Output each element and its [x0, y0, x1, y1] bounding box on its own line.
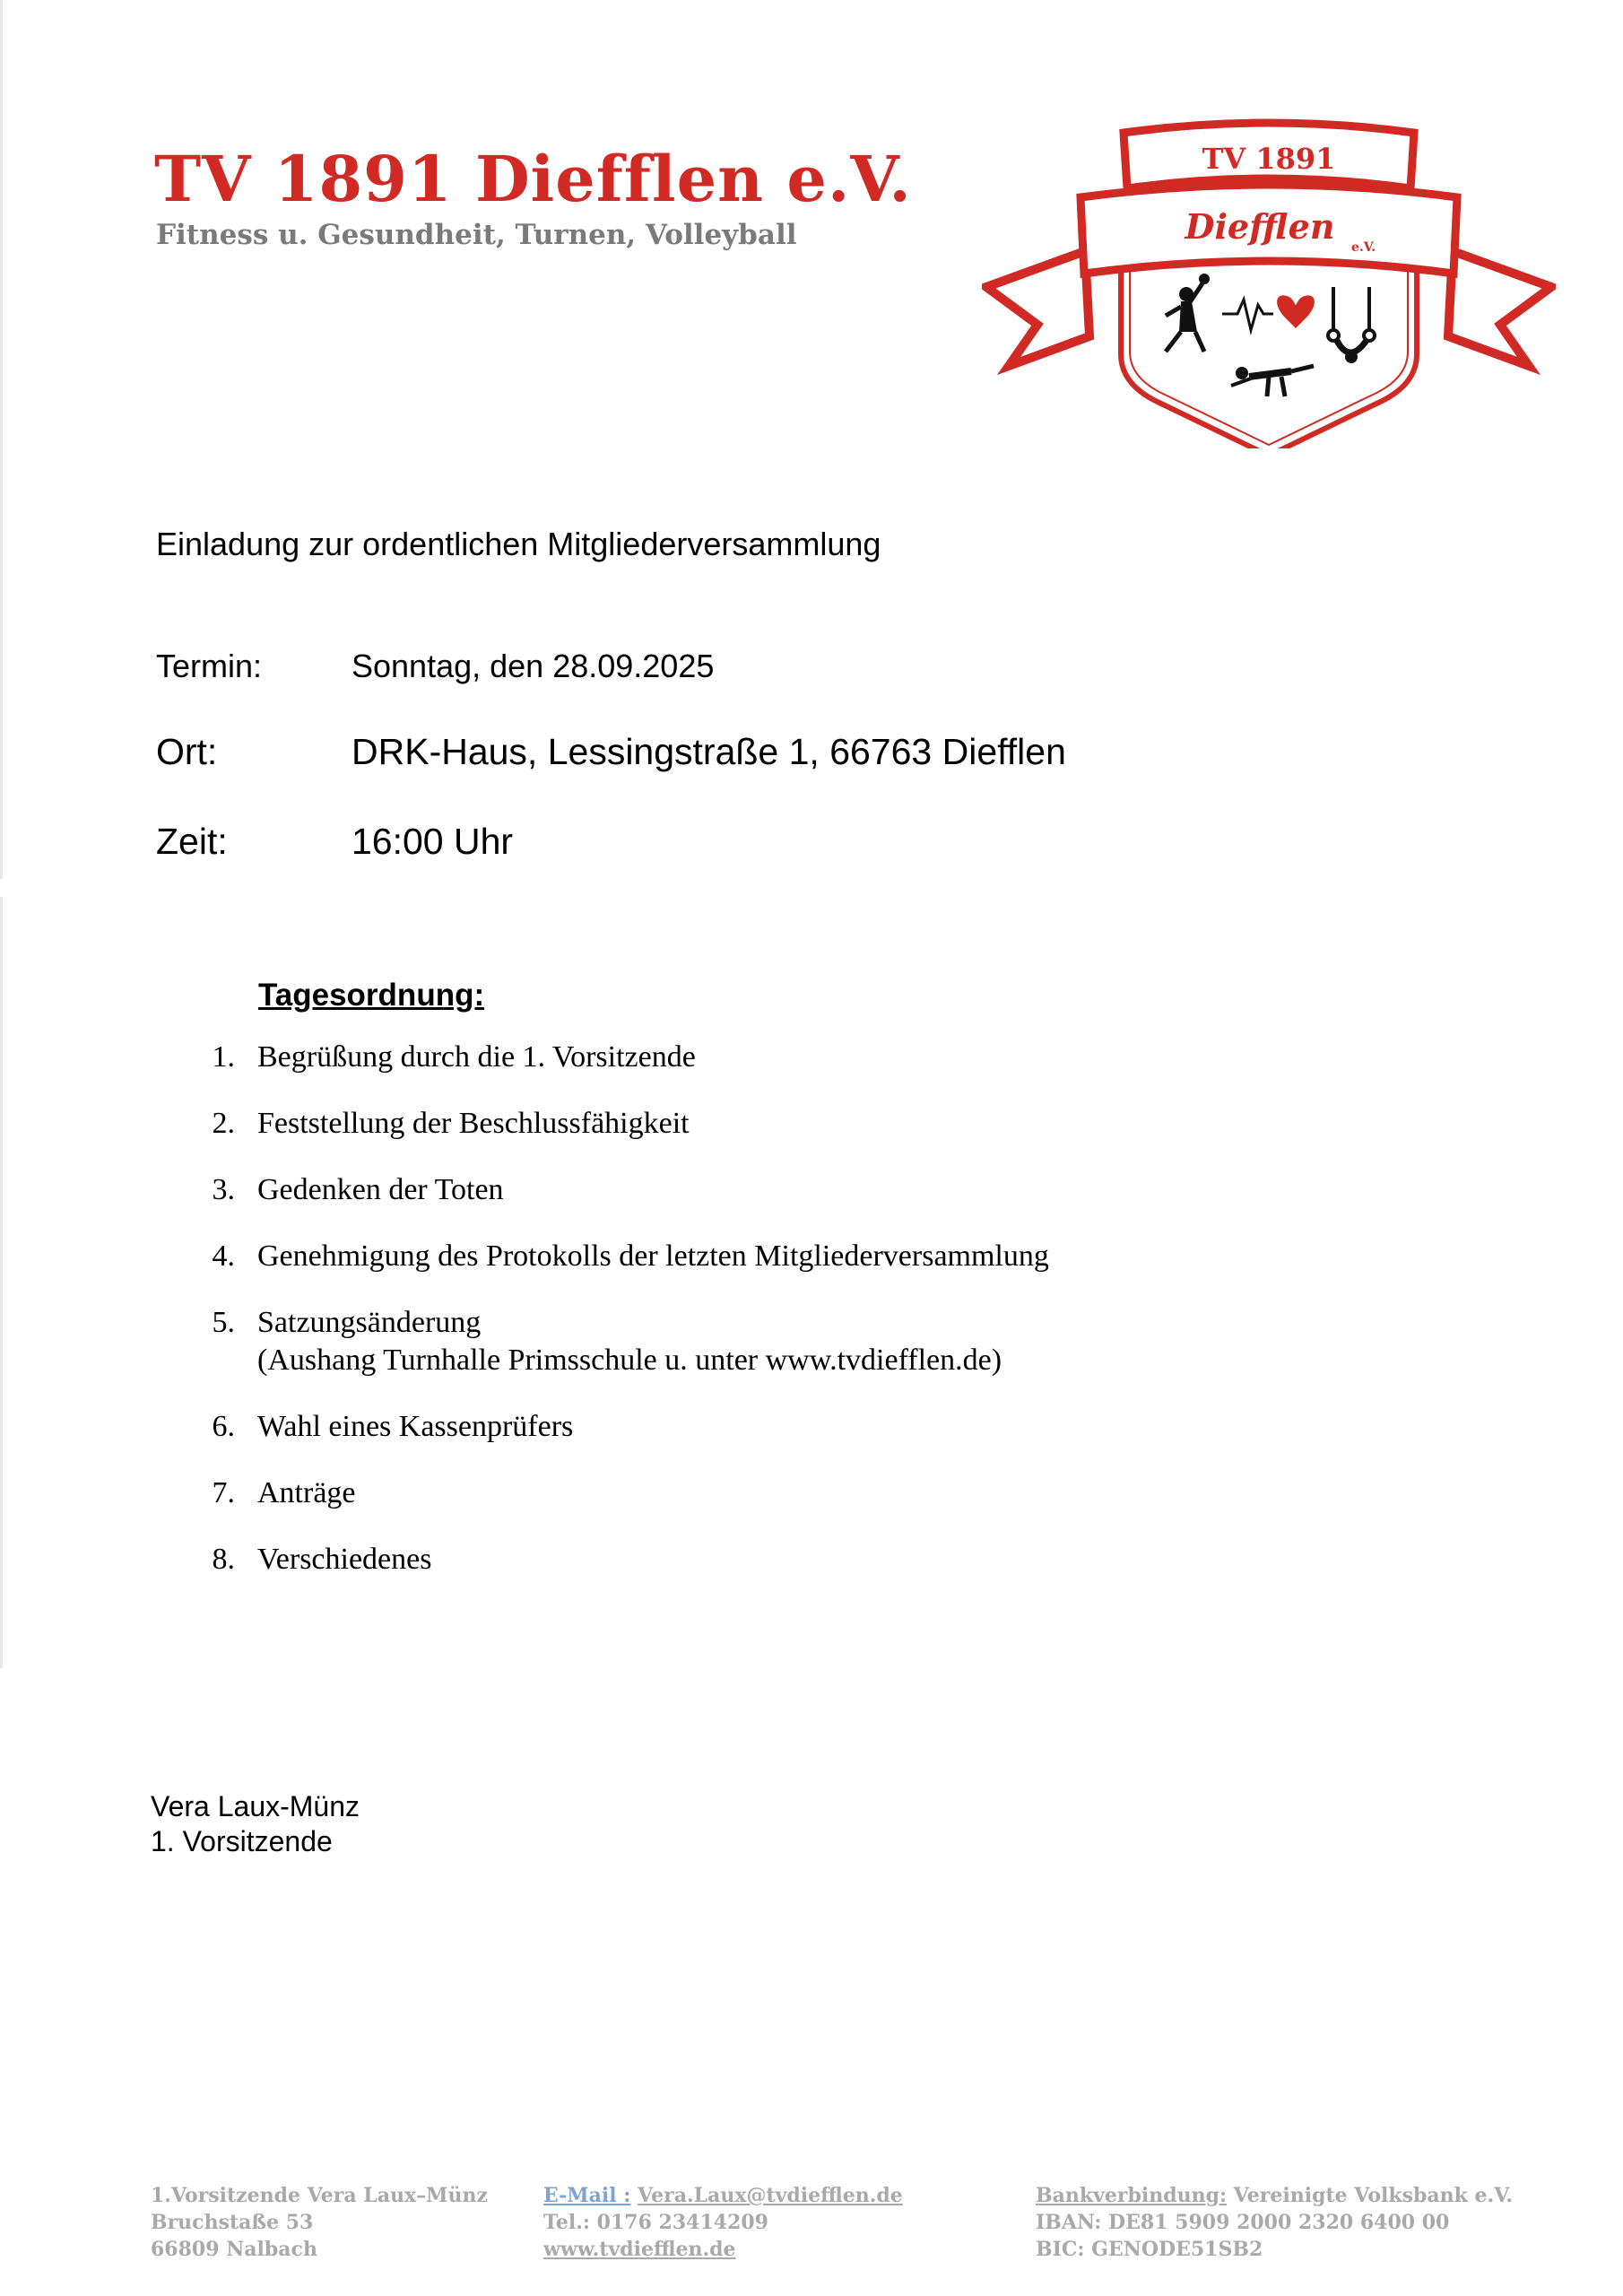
agenda-number: 1.	[212, 1040, 235, 1074]
agenda-number: 5.	[212, 1306, 235, 1339]
logo-banner-text: Diefflen	[1185, 206, 1335, 247]
agenda-number: 2.	[212, 1107, 235, 1140]
website-link[interactable]: www.tvdiefflen.de	[543, 2238, 736, 2261]
signer-role: 1. Vorsitzende	[151, 1825, 333, 1857]
footer-street: Bruchstaße 53	[151, 2211, 314, 2234]
agenda-number: 8.	[212, 1543, 235, 1576]
bank-name: Vereinigte Volksbank e.V.	[1233, 2184, 1514, 2207]
footer-bank	[1036, 2182, 1513, 2263]
agenda-text: Anträge	[257, 1476, 356, 1509]
agenda-text: Verschiedenes	[257, 1543, 432, 1576]
footer-contact	[543, 2182, 903, 2263]
page-edge-shadow	[0, 0, 3, 879]
signature-block	[151, 1789, 360, 1859]
agenda-number: 4.	[212, 1239, 235, 1273]
agenda-text: Feststellung der Beschlussfähigkeit	[257, 1107, 690, 1140]
footer-chair: 1.Vorsitzende Vera Laux–Münz	[151, 2184, 488, 2207]
club-name: TV 1891 Diefflen e.V.	[154, 142, 912, 216]
club-logo	[982, 117, 1556, 448]
time-label: Zeit:	[156, 821, 228, 862]
email-label: E-Mail :	[543, 2184, 631, 2207]
club-subtitle: Fitness u. Gesundheit, Turnen, Volleyball	[156, 219, 797, 251]
bic: BIC: GENODE51SB2	[1036, 2238, 1263, 2261]
signer-name: Vera Laux-Münz	[151, 1790, 360, 1822]
time-value: 16:00 Uhr	[352, 821, 514, 862]
date-value: Sonntag, den 28.09.2025	[352, 648, 715, 684]
ribbon-left-tail	[986, 251, 1089, 366]
agenda-text: Begrüßung durch die 1. Vorsitzende	[257, 1040, 696, 1074]
agenda-text: Satzungsänderung	[257, 1306, 482, 1339]
agenda-text: Wahl eines Kassenprüfers	[257, 1410, 574, 1443]
agenda-number: 7.	[212, 1476, 235, 1509]
iban: IBAN: DE81 5909 2000 2320 6400 00	[1036, 2211, 1450, 2234]
agenda-number: 6.	[212, 1410, 235, 1443]
date-label: Termin:	[156, 648, 263, 684]
email-link[interactable]: Vera.Laux@tvdiefflen.de	[638, 2184, 903, 2207]
agenda-text-note: (Aushang Turnhalle Primsschule u. unter www.tvdiefflen.de)	[257, 1344, 1002, 1377]
location-label: Ort:	[156, 731, 218, 772]
invitation-heading: Einladung zur ordentlichen Mitgliederversammlung	[156, 526, 881, 562]
phone-number: Tel.: 0176 23414209	[543, 2211, 768, 2234]
logo-suffix: e.V.	[1351, 240, 1376, 255]
agenda-text: Genehmigung des Protokolls der letzten Mitgliederversammlung	[257, 1239, 1049, 1273]
agenda-text: Gedenken der Toten	[257, 1173, 504, 1206]
footer-address	[151, 2182, 488, 2263]
bank-label: Bankverbindung:	[1036, 2184, 1228, 2207]
page-edge-shadow	[0, 897, 3, 1668]
ribbon-right-tail	[1448, 251, 1551, 366]
agenda-number: 3.	[212, 1173, 235, 1206]
logo-top-text: TV 1891	[1202, 142, 1336, 176]
agenda-title: Tagesordnung:	[258, 978, 485, 1013]
location-value: DRK-Haus, Lessingstraße 1, 66763 Diefflen	[352, 731, 1066, 772]
footer-city: 66809 Nalbach	[151, 2238, 317, 2261]
